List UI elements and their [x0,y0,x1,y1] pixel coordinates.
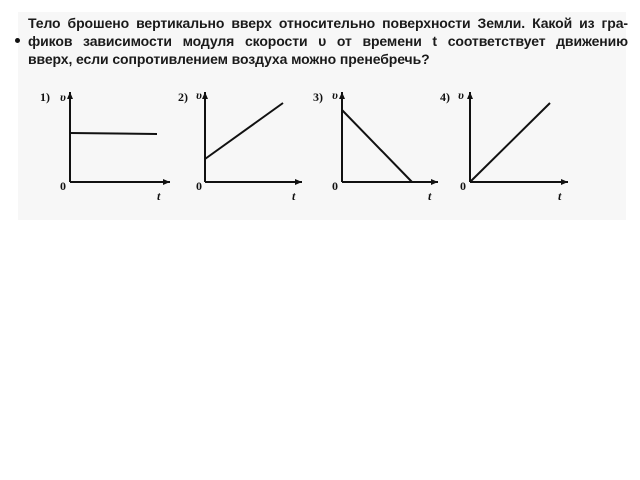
problem-line-3: вверх, если сопротивлением воздуха можно пренебречь? [28,51,430,67]
graph-4-x-label: t [558,189,562,203]
graph-3-x-label: t [428,189,432,203]
graph-3-origin: 0 [332,179,338,193]
graph-4-number: 4) [440,90,450,104]
problem-line-2: фиков зависимости модуля скорости υ от времени t соответствует движению [28,33,628,49]
graph-2-origin: 0 [196,179,202,193]
graph-3-number: 3) [313,90,323,104]
graph-1-y-label: υ [60,90,66,104]
graph-1-number: 1) [40,90,50,104]
graph-2 [178,88,302,203]
graph-4-y-label: υ [458,88,464,102]
graph-4-origin: 0 [460,179,466,193]
problem-line-1: Тело брошено вертикально вверх относительно поверхности Земли. Какой из гра- [28,15,628,31]
graph-1 [40,90,170,203]
graph-4-curve [470,103,550,182]
graph-2-number: 2) [178,90,188,104]
graph-1-x-label: t [157,189,161,203]
graph-4 [440,88,568,203]
graph-2-y-label: υ [196,88,202,102]
graph-2-x-label: t [292,189,296,203]
graph-2-curve [205,103,283,159]
graph-1-curve [70,133,157,134]
graph-3 [313,88,438,203]
graph-1-origin: 0 [60,179,66,193]
graph-3-y-label: υ [332,88,338,102]
graph-3-curve [342,110,412,182]
